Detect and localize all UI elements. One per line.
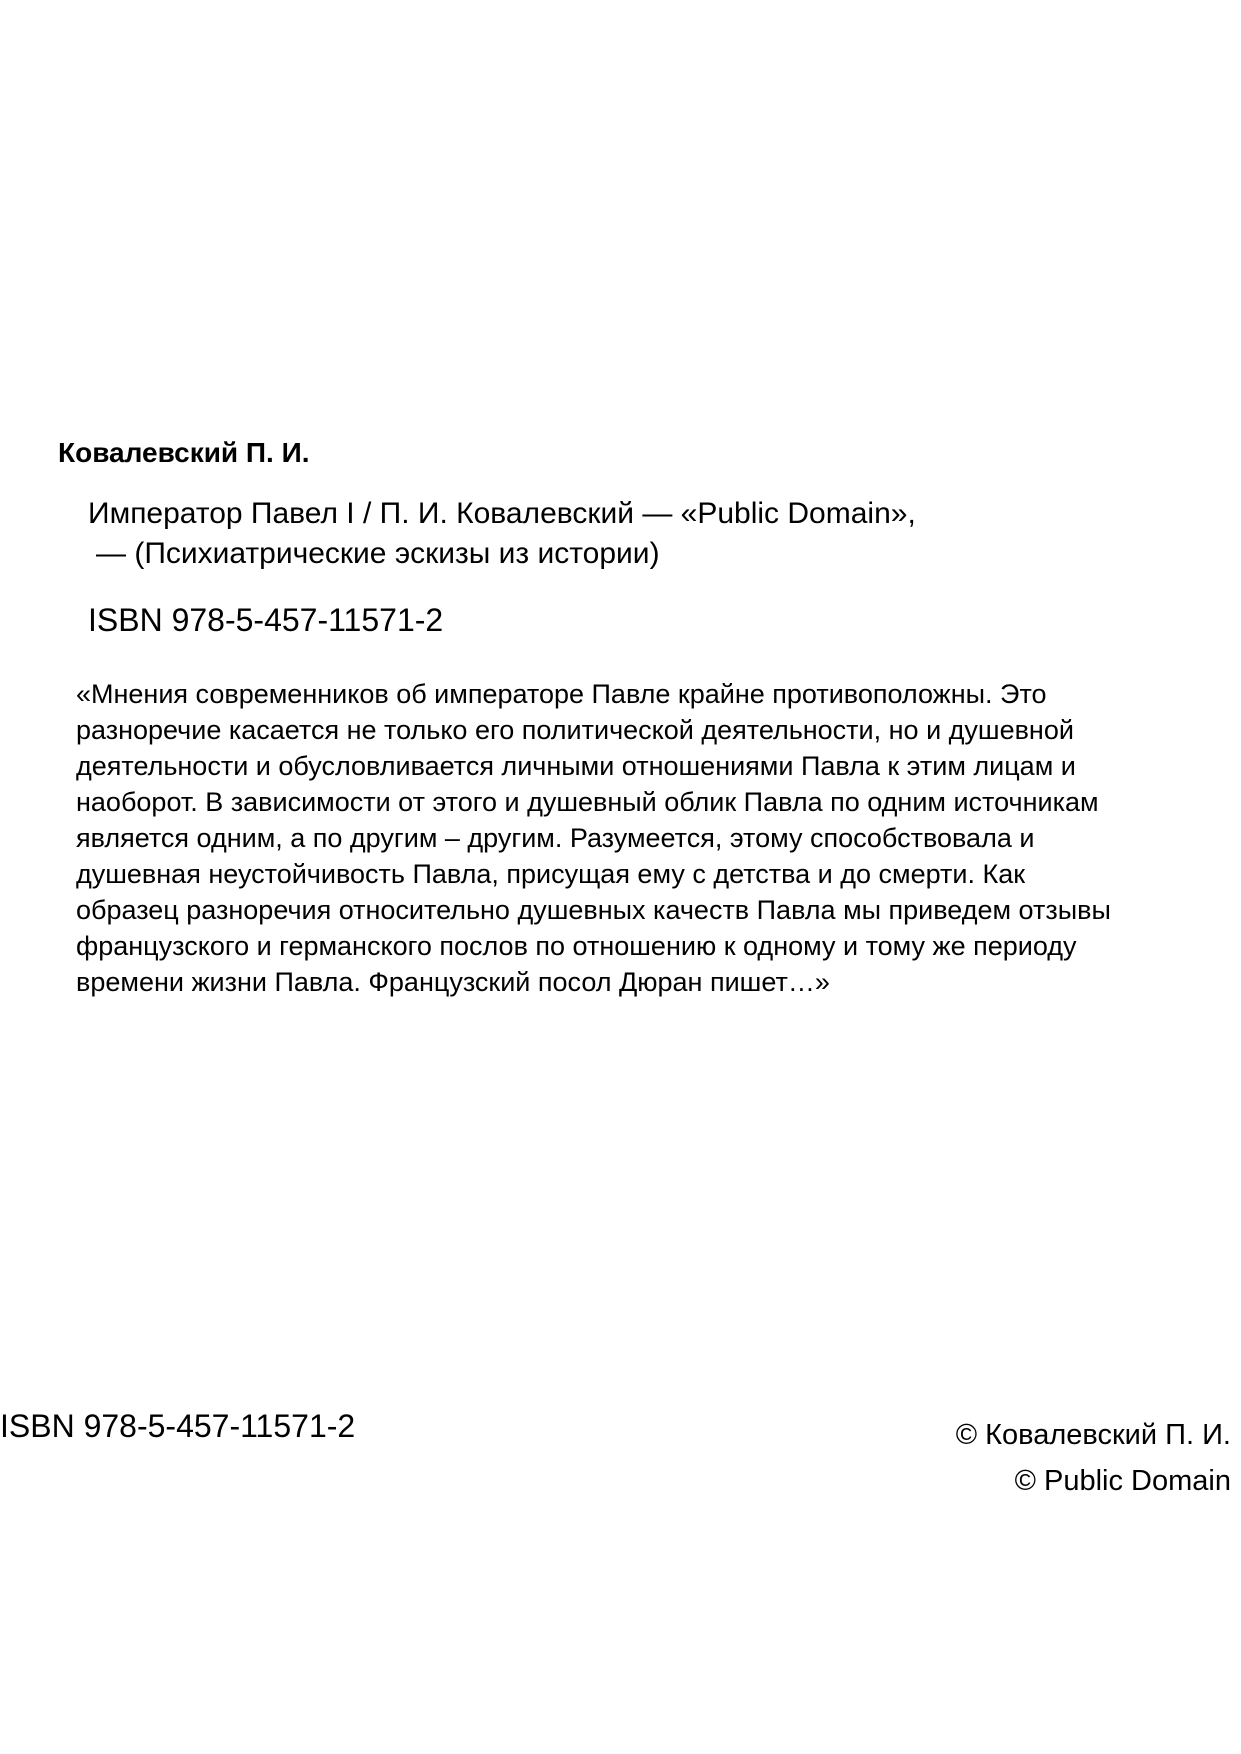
annotation-line: душевная неустойчивость Павла, присущая ему с детства и до смерти. Как — [76, 859, 1026, 889]
isbn-bottom: ISBN 978-5-457-11571-2 — [0, 1408, 356, 1444]
isbn-top: ISBN 978-5-457-11571-2 — [88, 602, 444, 638]
annotation-text — [76, 676, 1216, 1000]
annotation-line: является одним, а по другим – другим. Разумеется, этому способствовала и — [76, 823, 1035, 853]
copyright-author: © Ковалевский П. И. — [955, 1419, 1231, 1451]
annotation-line: наоборот. В зависимости от этого и душевный облик Павла по одним источникам — [76, 787, 1099, 817]
annotation-line: французского и германского послов по отношению к одному и тому же периоду — [76, 931, 1077, 961]
copyright-public-domain: © Public Domain — [1014, 1465, 1231, 1497]
citation-series-line: — (Психиатрические эскизы из истории) — [96, 537, 660, 570]
annotation-line: образец разноречия относительно душевных качеств Павла мы приведем отзывы — [76, 895, 1111, 925]
annotation-line: разноречие касается не только его политической деятельности, но и душевной — [76, 715, 1074, 745]
copyright-block — [956, 1412, 1231, 1504]
annotation-line: времени жизни Павла. Французский посол Дюран пишет…» — [76, 967, 830, 997]
author-heading: Ковалевский П. И. — [58, 437, 310, 468]
citation-title-line: Император Павел I / П. И. Ковалевский — «Public Domain», — [88, 497, 916, 530]
annotation-line: деятельности и обусловливается личными отношениями Павла к этим лицам и — [76, 751, 1076, 781]
bibliographic-citation — [88, 494, 916, 574]
annotation-line: «Мнения современников об императоре Павле крайне противоположны. Это — [76, 679, 1047, 709]
